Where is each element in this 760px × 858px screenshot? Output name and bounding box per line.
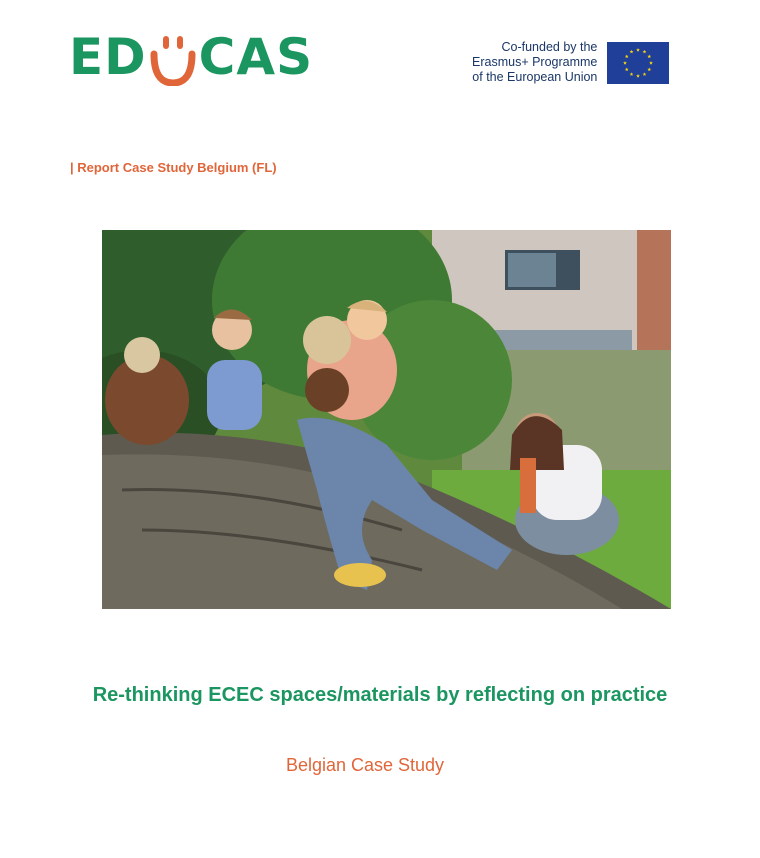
- report-title: Re-thinking ECEC spaces/materials by reflecting on practice: [92, 684, 668, 706]
- eu-flag-icon: [607, 42, 669, 84]
- eu-funding-line: of the European Union: [472, 70, 598, 84]
- logo-text-left: ED: [69, 28, 147, 86]
- cover-photo-illustration: [102, 230, 671, 609]
- cover-photo: [102, 230, 671, 609]
- logo-text-right: CAS: [198, 28, 314, 86]
- report-subtitle: Belgian Case Study: [285, 755, 445, 775]
- educas-logo: [69, 28, 313, 86]
- report-label: | Report Case Study Belgium (FL): [70, 160, 277, 175]
- smile-icon: [149, 32, 197, 86]
- eu-funding-line: Co-funded by the: [501, 40, 598, 54]
- eu-funding-line: Erasmus+ Programme: [472, 55, 598, 69]
- eu-funding-text: [472, 40, 597, 85]
- eu-funding-notice: [472, 40, 669, 85]
